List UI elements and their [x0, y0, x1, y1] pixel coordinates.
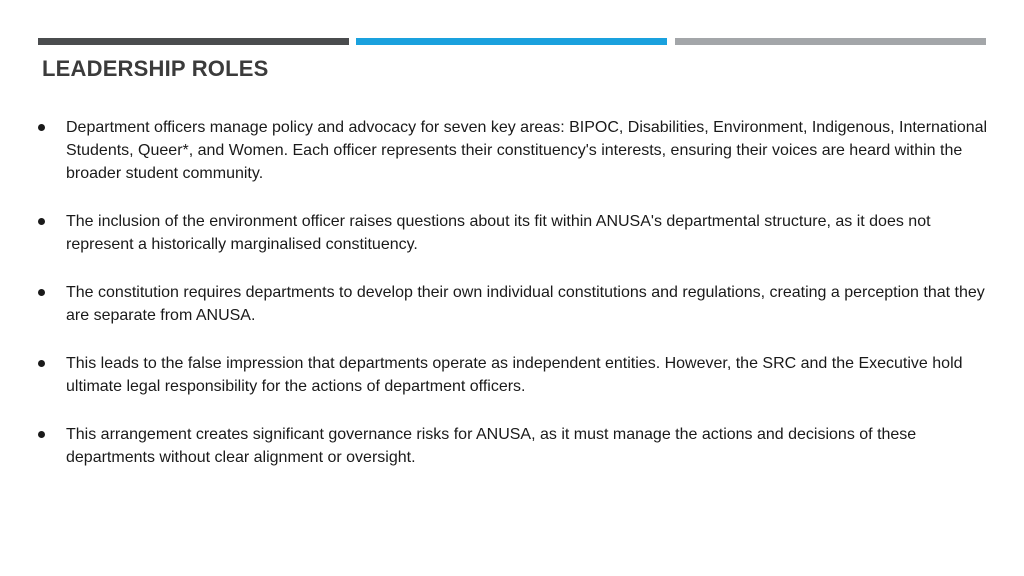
accent-bar-dark [38, 38, 349, 45]
bullet-dot-icon [38, 124, 45, 131]
bullet-text: Department officers manage policy and advocacy for seven key areas: BIPOC, Disabilities, Environment, Indigenous, International Students, Queer*, and Women. Each officer represents their constituency's interests, ensuring their voices are heard within the broader student community. [66, 119, 988, 182]
bullet-item [38, 281, 988, 327]
bullet-item [38, 116, 988, 185]
accent-bar-blue [356, 38, 667, 45]
bullet-item [38, 210, 988, 256]
bullet-item [38, 352, 988, 398]
accent-bar-grey [675, 38, 986, 45]
bullet-dot-icon [38, 360, 45, 367]
bullet-dot-icon [38, 218, 45, 225]
bullet-text: This arrangement creates significant governance risks for ANUSA, as it must manage the actions and decisions of these departments without clear alignment or oversight. [66, 426, 917, 466]
slide-title: LEADERSHIP ROLES [42, 56, 269, 81]
bullet-dot-icon [38, 431, 45, 438]
bullet-text: The constitution requires departments to develop their own individual constitutions and regulations, creating a perception that they are separate from ANUSA. [66, 284, 985, 324]
header-accent-bars [38, 38, 986, 45]
bullet-item [38, 423, 988, 469]
bullet-text: The inclusion of the environment officer raises questions about its fit within ANUSA's departmental structure, as it does not represent a historically marginalised constituency. [66, 213, 931, 253]
bullet-text: This leads to the false impression that departments operate as independent entities. However, the SRC and the Executive hold ultimate legal responsibility for the actions of department officers. [66, 355, 963, 395]
bullet-dot-icon [38, 289, 45, 296]
bullet-list [38, 116, 988, 494]
